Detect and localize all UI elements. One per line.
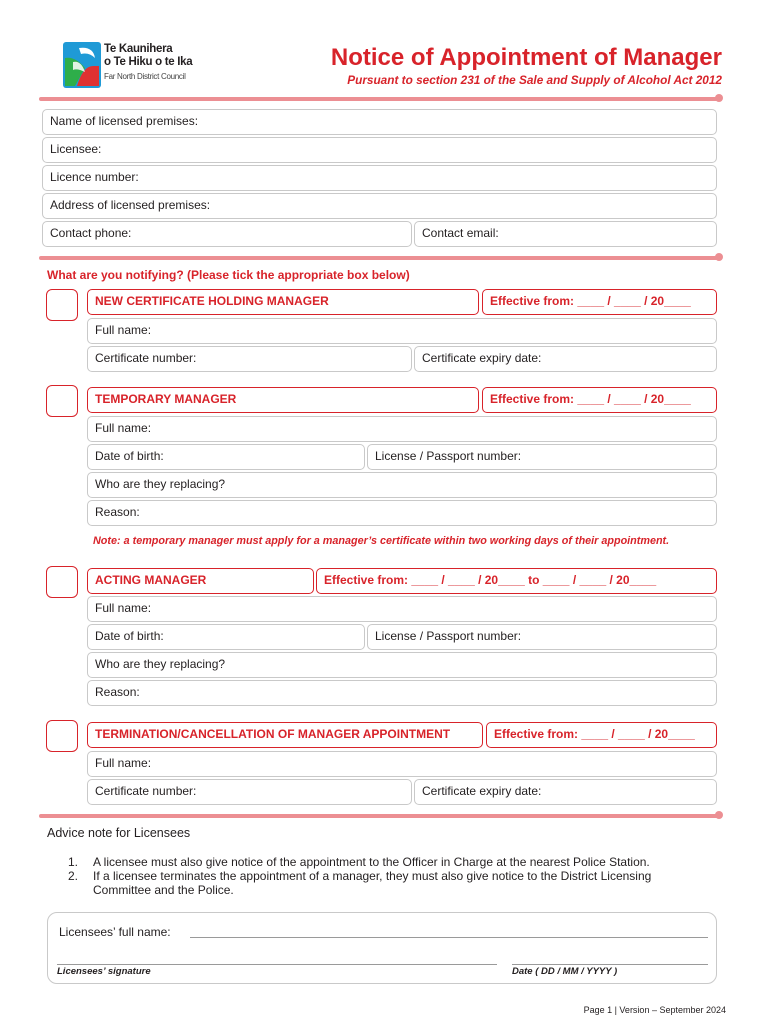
contact-email-label: Contact email: xyxy=(422,226,499,240)
logo-text-line-3: Far North District Council xyxy=(104,72,186,81)
new-certificate-expiry-label: Certificate expiry date: xyxy=(422,351,542,365)
new-certificate-manager-heading xyxy=(87,289,479,315)
termination-cert-expiry-field[interactable] xyxy=(414,779,717,805)
licensee-full-name-input-line[interactable] xyxy=(190,927,708,938)
temporary-manager-heading xyxy=(87,387,479,413)
termination-effective-date-field[interactable] xyxy=(486,722,717,748)
licence-number-label: Licence number: xyxy=(50,170,139,184)
temporary-effective-date-field[interactable] xyxy=(482,387,717,413)
contact-phone-label: Contact phone: xyxy=(50,226,132,240)
termination-checkbox[interactable] xyxy=(46,720,78,752)
acting-effective-label: Effective from: ____ / ____ / 20____ to ____ / ____ / 20____ xyxy=(324,573,657,587)
new-certificate-manager-title: NEW CERTIFICATE HOLDING MANAGER xyxy=(95,294,329,308)
acting-replacing-field[interactable] xyxy=(87,652,717,678)
temporary-full-name-field[interactable] xyxy=(87,416,717,442)
new-certificate-number-label: Certificate number: xyxy=(95,351,197,365)
council-logo xyxy=(63,42,193,88)
termination-cert-number-label: Certificate number: xyxy=(95,784,197,798)
new-certificate-effective-date-field[interactable] xyxy=(482,289,717,315)
new-certificate-number-field[interactable] xyxy=(87,346,412,372)
licensee-label: Licensee: xyxy=(50,142,102,156)
premises-name-field[interactable] xyxy=(42,109,717,135)
advice-item-2 xyxy=(68,869,708,897)
acting-license-passport-field[interactable] xyxy=(367,624,717,650)
temporary-full-name-label: Full name: xyxy=(95,421,152,435)
council-logo-icon xyxy=(63,42,101,88)
temporary-license-passport-label: License / Passport number: xyxy=(375,449,522,463)
page-footer: Page 1 | Version – September 2024 xyxy=(583,1005,726,1015)
acting-manager-heading xyxy=(87,568,314,594)
new-certificate-full-name-label: Full name: xyxy=(95,323,152,337)
termination-heading xyxy=(87,722,483,748)
temporary-reason-label: Reason: xyxy=(95,505,140,519)
acting-replacing-label: Who are they replacing? xyxy=(95,657,226,671)
termination-cert-expiry-label: Certificate expiry date: xyxy=(422,784,542,798)
advice-item-1 xyxy=(68,855,708,869)
premises-name-label: Name of licensed premises: xyxy=(50,114,199,128)
termination-title: TERMINATION/CANCELLATION OF MANAGER APPOINTMENT xyxy=(95,727,451,741)
temporary-dob-field[interactable] xyxy=(87,444,365,470)
new-certificate-manager-checkbox[interactable] xyxy=(46,289,78,321)
premises-address-label: Address of licensed premises: xyxy=(50,198,211,212)
new-certificate-effective-label: Effective from: ____ / ____ / 20____ xyxy=(490,294,691,308)
temporary-replacing-label: Who are they replacing? xyxy=(95,477,226,491)
termination-full-name-field[interactable] xyxy=(87,751,717,777)
licensee-signature-caption: Licensees’ signature xyxy=(57,966,151,977)
temporary-manager-checkbox[interactable] xyxy=(46,385,78,417)
licensee-signature-line[interactable] xyxy=(57,955,497,965)
signature-date-line[interactable] xyxy=(512,955,708,965)
licensee-field[interactable] xyxy=(42,137,717,163)
temporary-manager-title: TEMPORARY MANAGER xyxy=(95,392,237,406)
header-divider xyxy=(39,97,719,101)
temporary-replacing-field[interactable] xyxy=(87,472,717,498)
page-title: Notice of Appointment of Manager xyxy=(330,44,722,71)
termination-cert-number-field[interactable] xyxy=(87,779,412,805)
acting-dob-label: Date of birth: xyxy=(95,629,164,643)
acting-dob-field[interactable] xyxy=(87,624,365,650)
acting-full-name-label: Full name: xyxy=(95,601,152,615)
notification-question: What are you notifying? (Please tick the appropriate box below) xyxy=(47,268,410,282)
new-certificate-full-name-field[interactable] xyxy=(87,318,717,344)
contact-phone-field[interactable] xyxy=(42,221,412,247)
licensee-full-name-label: Licensees’ full name: xyxy=(59,925,171,939)
temporary-manager-note: Note: a temporary manager must apply for a manager’s certificate within two working days of their appointment. xyxy=(93,535,670,547)
signature-date-caption: Date ( DD / MM / YYYY ) xyxy=(512,966,618,977)
termination-full-name-label: Full name: xyxy=(95,756,152,770)
temporary-reason-field[interactable] xyxy=(87,500,717,526)
acting-manager-title: ACTING MANAGER xyxy=(95,573,207,587)
logo-text-line-2: o Te Hiku o te Ika xyxy=(104,56,193,68)
termination-effective-label: Effective from: ____ / ____ / 20____ xyxy=(494,727,695,741)
advice-item-text: If a licensee terminates the appointment of a manager, they must also give notice to the District Licensing Committee and the Police. xyxy=(93,869,652,897)
acting-full-name-field[interactable] xyxy=(87,596,717,622)
temporary-dob-label: Date of birth: xyxy=(95,449,164,463)
section-divider xyxy=(39,256,719,260)
advice-item-number: 2. xyxy=(68,869,79,883)
logo-text-line-1: Te Kaunihera xyxy=(104,43,173,55)
page-subtitle: Pursuant to section 231 of the Sale and Supply of Alcohol Act 2012 xyxy=(347,73,722,87)
new-certificate-expiry-field[interactable] xyxy=(414,346,717,372)
advice-title: Advice note for Licensees xyxy=(47,826,191,840)
licence-number-field[interactable] xyxy=(42,165,717,191)
advice-item-number: 1. xyxy=(68,855,79,869)
contact-email-field[interactable] xyxy=(414,221,717,247)
acting-manager-checkbox[interactable] xyxy=(46,566,78,598)
acting-reason-label: Reason: xyxy=(95,685,140,699)
advice-item-text: A licensee must also give notice of the appointment to the Officer in Charge at the nearest Police Station. xyxy=(93,855,650,869)
advice-list xyxy=(68,855,708,897)
acting-reason-field[interactable] xyxy=(87,680,717,706)
acting-license-passport-label: License / Passport number: xyxy=(375,629,522,643)
premises-address-field[interactable] xyxy=(42,193,717,219)
advice-divider xyxy=(39,814,719,818)
temporary-effective-label: Effective from: ____ / ____ / 20____ xyxy=(490,392,691,406)
acting-effective-date-field[interactable] xyxy=(316,568,717,594)
temporary-license-passport-field[interactable] xyxy=(367,444,717,470)
